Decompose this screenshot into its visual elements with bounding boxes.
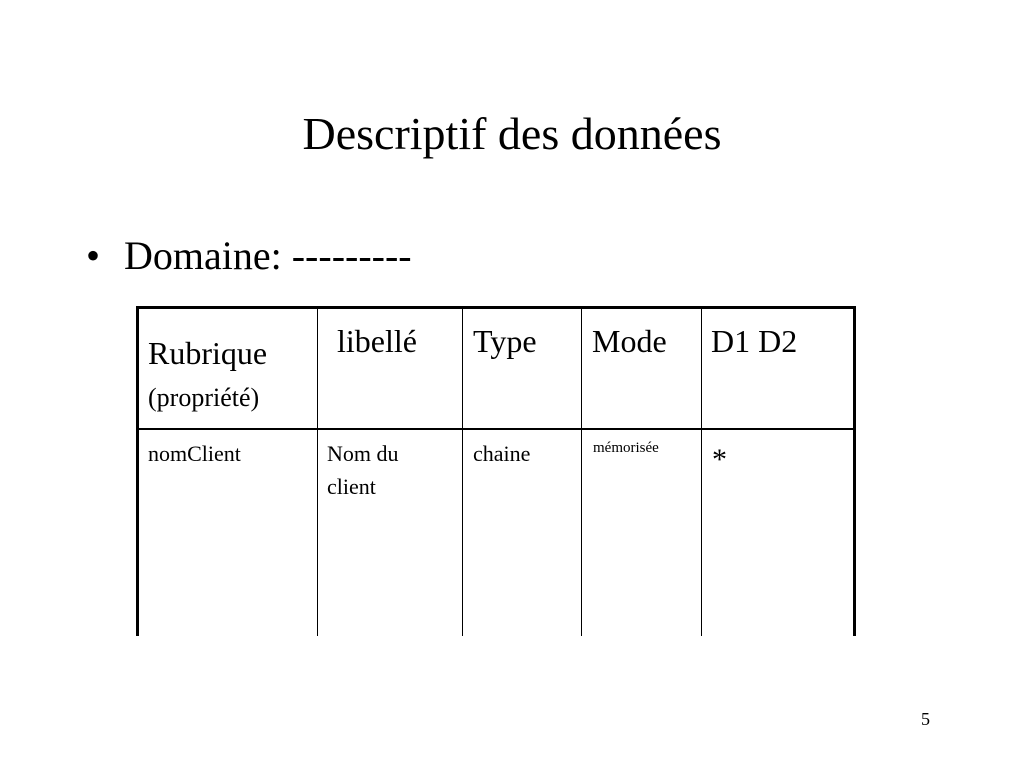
header-rubrique-sub: (propriété) [148,383,260,412]
cell-rubrique: nomClient [148,441,241,466]
header-type: Type [473,323,537,359]
bullet-text: Domaine: --------- [124,233,412,278]
header-divider [139,428,853,430]
header-mode: Mode [592,323,667,359]
column-divider [462,309,463,636]
bullet-icon: • [86,233,101,278]
header-libelle: libellé [337,323,417,359]
page-number: 5 [921,709,930,729]
cell-d1d2: * [712,443,727,476]
cell-mode: mémorisée [593,440,659,456]
cell-libelle-line2: client [327,474,376,499]
cell-libelle-line1: Nom du [327,441,399,466]
column-divider [701,309,702,636]
slide-title: Descriptif des données [302,108,722,159]
column-divider [317,309,318,636]
cell-type: chaine [473,441,531,466]
header-rubrique: Rubrique [148,335,268,371]
data-description-table [136,306,856,636]
column-divider [581,309,582,636]
bullet-item [86,232,412,280]
header-d1d2: D1 D2 [711,323,798,359]
